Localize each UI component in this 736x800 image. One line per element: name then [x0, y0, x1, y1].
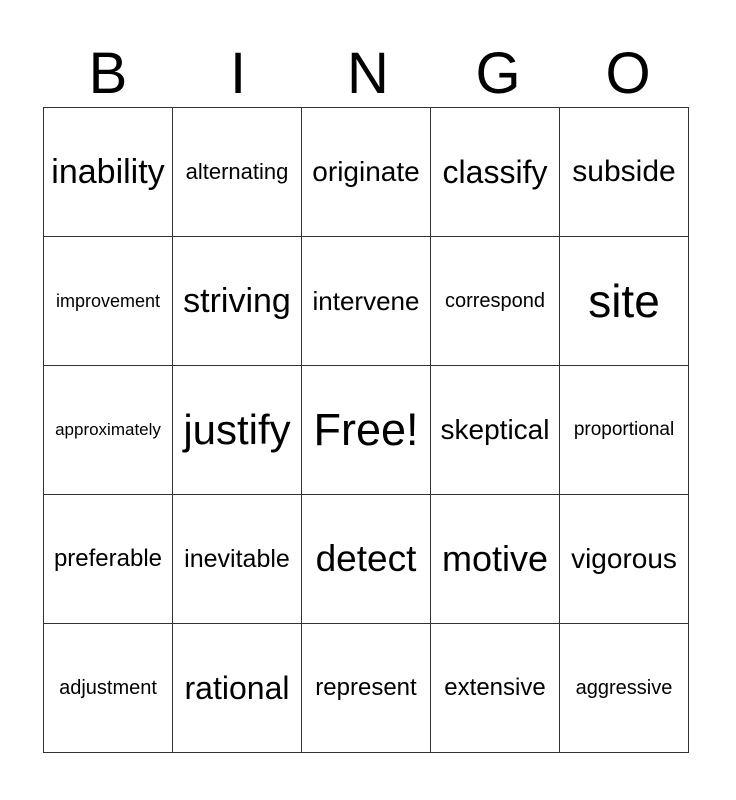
header-letter-o: O	[605, 41, 651, 106]
bingo-cell: rational	[173, 624, 302, 753]
bingo-cell: justify	[173, 366, 302, 495]
bingo-cell: inevitable	[173, 495, 302, 624]
bingo-cell: aggressive	[560, 624, 689, 753]
bingo-grid	[43, 107, 689, 753]
bingo-cell: improvement	[44, 237, 173, 366]
header-letter-i: I	[229, 41, 247, 106]
bingo-cell: classify	[431, 108, 560, 237]
bingo-header	[43, 40, 693, 108]
bingo-cell: preferable	[44, 495, 173, 624]
bingo-cell: represent	[302, 624, 431, 753]
bingo-cell: striving	[173, 237, 302, 366]
bingo-cell: alternating	[173, 108, 302, 237]
bingo-cell: skeptical	[431, 366, 560, 495]
bingo-cell: originate	[302, 108, 431, 237]
bingo-cell: vigorous	[560, 495, 689, 624]
bingo-cell: extensive	[431, 624, 560, 753]
bingo-cell: adjustment	[44, 624, 173, 753]
header-letter-n: N	[347, 41, 389, 106]
bingo-cell: inability	[44, 108, 173, 237]
bingo-cell: detect	[302, 495, 431, 624]
header-letter-b: B	[88, 41, 128, 106]
free-space-cell: Free!	[302, 366, 431, 495]
bingo-cell: intervene	[302, 237, 431, 366]
bingo-cell: site	[560, 237, 689, 366]
bingo-cell: subside	[560, 108, 689, 237]
bingo-cell: motive	[431, 495, 560, 624]
bingo-cell: proportional	[560, 366, 689, 495]
bingo-cell: correspond	[431, 237, 560, 366]
header-letter-g: G	[475, 41, 521, 106]
bingo-cell: approximately	[44, 366, 173, 495]
